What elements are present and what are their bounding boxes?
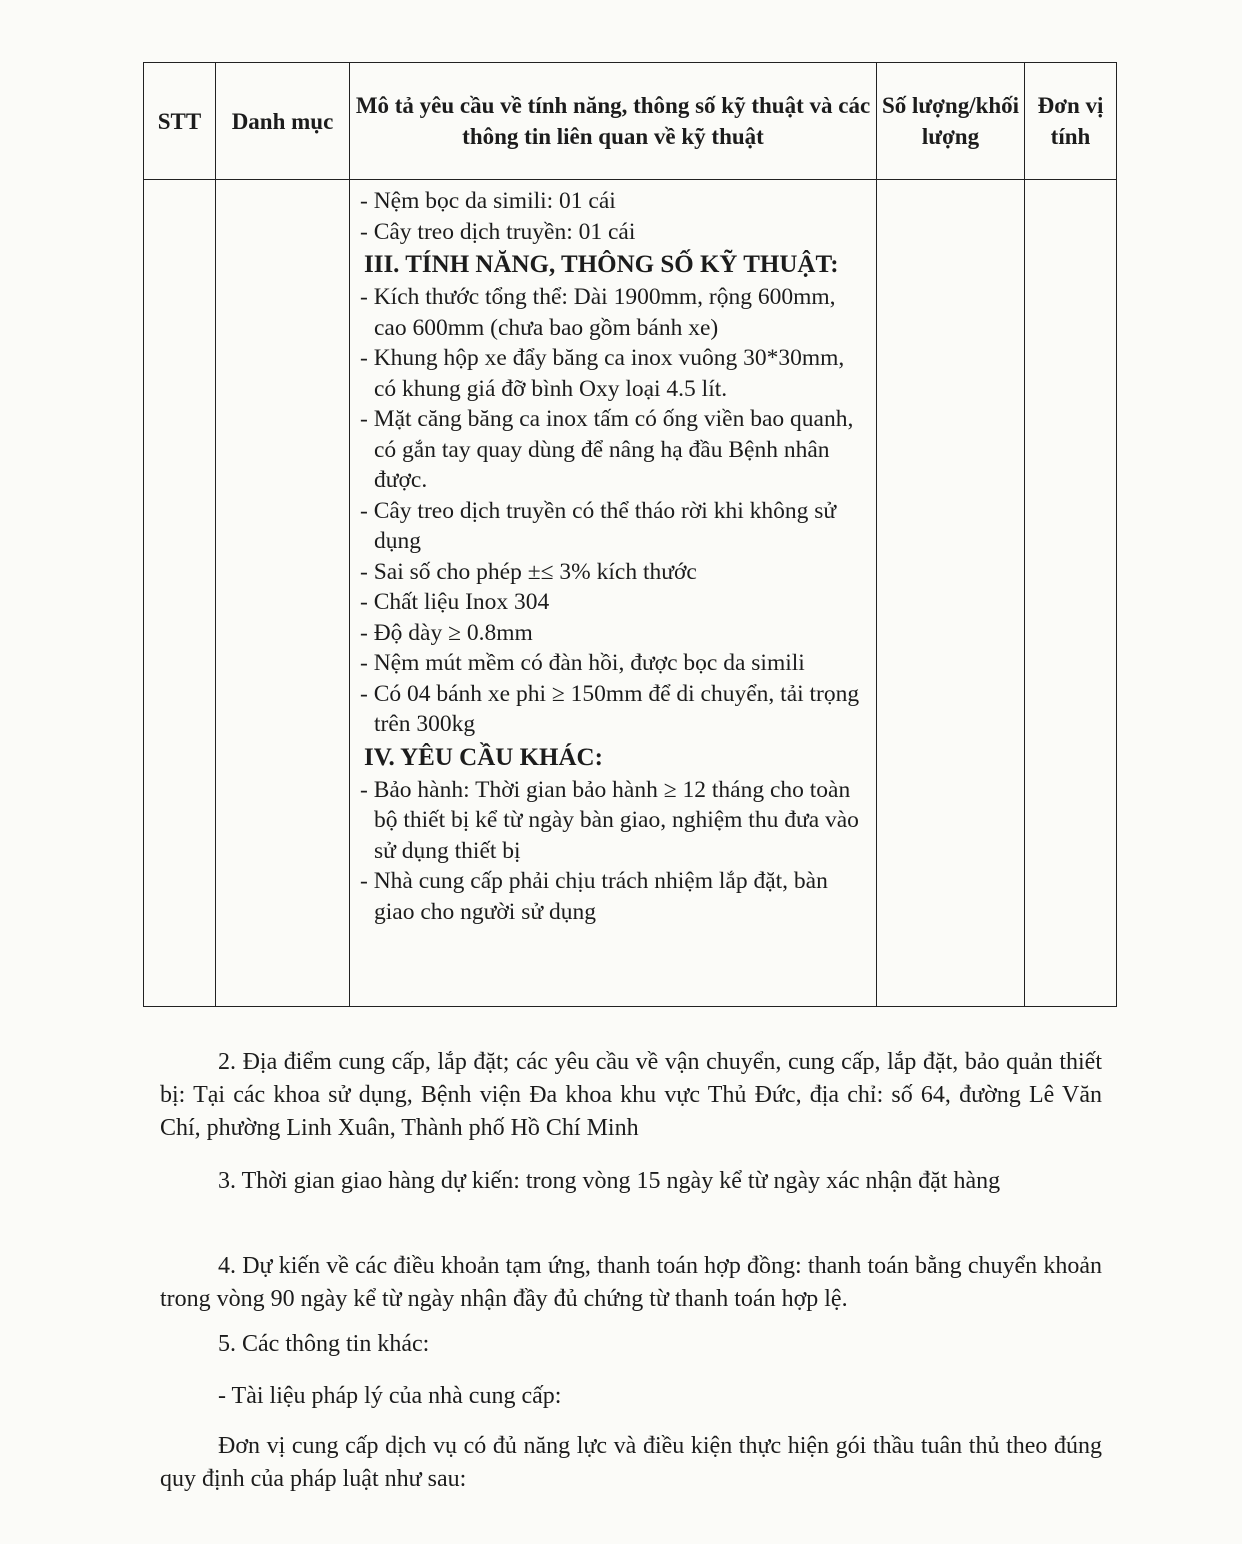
cell-description — [350, 180, 877, 1007]
desc-line: - Có 04 bánh xe phi ≥ 150mm để di chuyển, tải trọng trên 300kg — [360, 680, 860, 737]
table-row — [144, 180, 1117, 1007]
desc-line: - Kích thước tổng thể: Dài 1900mm, rộng 600mm, cao 600mm (chưa bao gồm bánh xe) — [360, 284, 836, 341]
spec-table — [143, 62, 1117, 1007]
cell-stt — [144, 180, 216, 1007]
desc-line: - Chất liệu Inox 304 — [360, 589, 550, 615]
header-unit: Đơn vị tính — [1025, 63, 1117, 180]
cell-category — [216, 180, 350, 1007]
paragraph-delivery-location: 2. Địa điểm cung cấp, lắp đặt; các yêu cầu về vận chuyển, cung cấp, lắp đặt, bảo quản thiết bị: Tại các khoa sử dụng, Bệnh viện Đa khoa khu vực Thủ Đức, địa chỉ: số 64, đường Lê Văn Chí, phường Linh Xuân, Thành phố Hồ Chí Minh — [160, 1049, 1102, 1141]
desc-line: - Cây treo dịch truyền có thể tháo rời khi không sử dụng — [360, 497, 837, 554]
header-description: Mô tả yêu cầu về tính năng, thông số kỹ thuật và các thông tin liên quan về kỹ thuật — [350, 63, 877, 180]
desc-line: - Bảo hành: Thời gian bảo hành ≥ 12 tháng cho toàn bộ thiết bị kể từ ngày bàn giao, nghiệm thu đưa vào sử dụng thiết bị — [360, 776, 859, 864]
section-heading-4: IV. YÊU CẦU KHÁC: — [364, 743, 603, 771]
desc-line: - Nệm bọc da simili: 01 cái — [360, 188, 616, 214]
desc-line: - Khung hộp xe đẩy băng ca inox vuông 30*30mm, có khung giá đỡ bình Oxy loại 4.5 lít. — [360, 345, 845, 402]
paragraph-legal-docs: - Tài liệu pháp lý của nhà cung cấp: — [218, 1383, 562, 1409]
header-category: Danh mục — [216, 63, 350, 180]
desc-line: - Nệm mút mềm có đàn hồi, được bọc da simili — [360, 650, 805, 676]
paragraph-delivery-time: 3. Thời gian giao hàng dự kiến: trong vòng 15 ngày kể từ ngày xác nhận đặt hàng — [218, 1168, 1001, 1194]
section-heading-3: III. TÍNH NĂNG, THÔNG SỐ KỸ THUẬT: — [364, 251, 839, 278]
cell-unit — [1025, 180, 1117, 1007]
desc-line: - Độ dày ≥ 0.8mm — [360, 619, 533, 646]
table-header-row — [144, 63, 1117, 180]
paragraph-supplier-capacity: Đơn vị cung cấp dịch vụ có đủ năng lực và điều kiện thực hiện gói thầu tuân thủ theo đúng quy định của pháp luật như sau: — [160, 1433, 1102, 1492]
desc-line: - Nhà cung cấp phải chịu trách nhiệm lắp đặt, bàn giao cho người sử dụng — [360, 868, 828, 925]
header-stt: STT — [144, 63, 216, 180]
desc-line: - Cây treo dịch truyền: 01 cái — [360, 218, 636, 245]
desc-line: - Mặt căng băng ca inox tấm có ống viền bao quanh, có gắn tay quay dùng để nâng hạ đầu Bệnh nhân được. — [360, 406, 854, 493]
paragraph-payment-terms: 4. Dự kiến về các điều khoản tạm ứng, thanh toán hợp đồng: thanh toán bằng chuyển khoản trong vòng 90 ngày kể từ ngày nhận đầy đủ chứng từ thanh toán hợp lệ. — [160, 1253, 1102, 1312]
cell-quantity — [877, 180, 1025, 1007]
desc-line: - Sai số cho phép ±≤ 3% kích thước — [360, 558, 697, 585]
header-quantity: Số lượng/khối lượng — [877, 63, 1025, 180]
paragraph-other-info: 5. Các thông tin khác: — [218, 1331, 430, 1357]
